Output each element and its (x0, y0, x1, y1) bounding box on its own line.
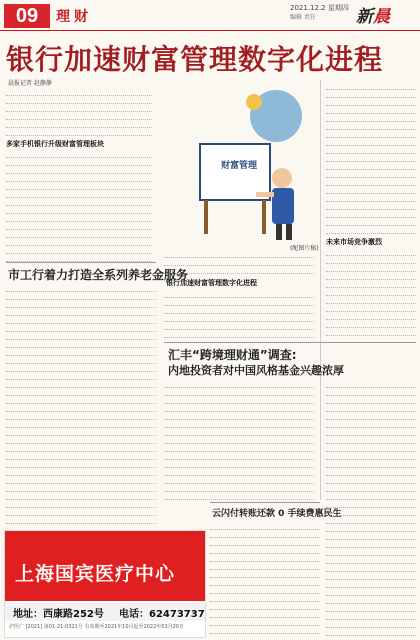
ad-banner (5, 531, 205, 601)
article-body-text (6, 284, 156, 524)
illustration-sign-text: 财富管理 (220, 161, 257, 171)
logo-part2: 晨 (373, 7, 390, 27)
subhead-3: 未来市场竞争激烈 (326, 238, 382, 246)
subhead-1: 多家手机银行升级财富管理板块 (6, 140, 104, 148)
ad-title: 上海国宾医疗中心 (15, 563, 176, 585)
section-rule (6, 262, 156, 263)
article-body-text (6, 150, 152, 262)
column-divider (320, 80, 321, 500)
section-title: 理财 (56, 9, 92, 25)
newspaper-logo (356, 2, 416, 28)
ad-license-text: 沪医广 [2021] 第01-21-0321号 有效期至2021年10月起至2022年03月20日 (9, 624, 184, 630)
story-title-icbc (8, 266, 188, 283)
page-number: 09 (4, 4, 50, 28)
article-body-text (164, 380, 314, 500)
story-title-hsbc-2: 内地投资者对中国风格基金兴趣浓厚 (168, 364, 344, 377)
ad-phone: 电话：62473737 (119, 609, 205, 620)
page-header (0, 0, 420, 34)
ad-address: 地址：西康路252号 (13, 609, 104, 620)
illustration-caption: (配图片稿) (290, 245, 319, 252)
section-rule (210, 502, 320, 503)
article-body-text (326, 248, 416, 336)
story-title-part: 市工行着力打造 (8, 268, 93, 282)
story-title-hsbc-1: 汇丰“跨境理财通”调查: (168, 348, 297, 362)
subhead-2: 银行加速财富管理数字化进程 (166, 279, 257, 287)
article-body-text (6, 88, 152, 136)
editor-line: 编辑 责任 (290, 14, 316, 21)
byline: 晨报记者 赵静静 (8, 80, 52, 87)
article-body-text (326, 82, 416, 234)
main-headline: 银行加速财富管理数字化进程 (6, 43, 384, 76)
logo-part1: 新 (356, 7, 373, 27)
article-body-text (210, 522, 320, 634)
section-rule (164, 342, 416, 343)
header-rule (0, 30, 420, 31)
article-body-text (164, 290, 314, 338)
hospital-advertisement (4, 530, 206, 638)
story-title-unionpay: 云闪付转账还款 0 手续费惠民生 (212, 509, 342, 519)
story-title-part: 全系列养老金服务 (92, 268, 189, 282)
date-line: 2021.12.2 星期四 (290, 4, 349, 12)
